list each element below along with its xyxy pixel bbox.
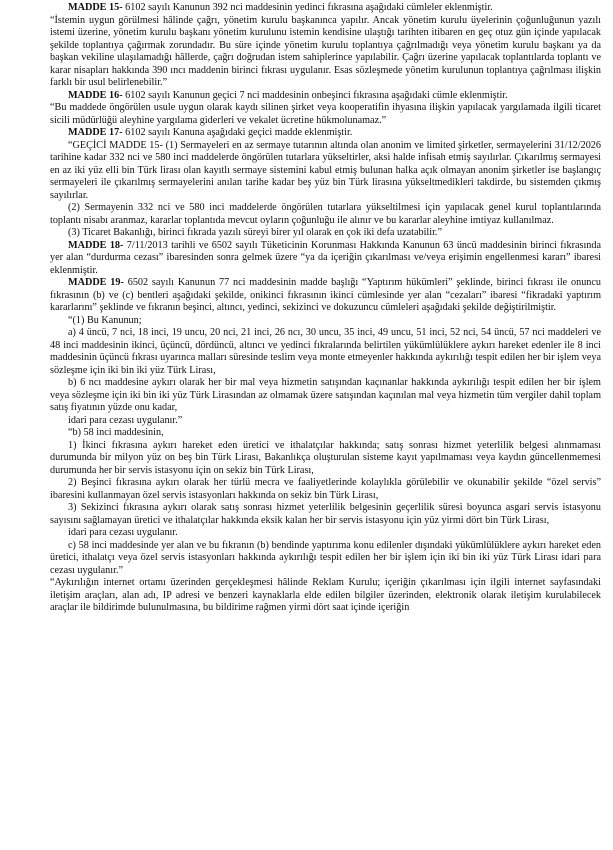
article-19-clause-c: c) 58 inci maddesinde yer alan ve bu fıkranın (b) bendinde yaptırıma konu edilenler dışındaki yükümlülüklere aykırı hareket eden üretici, ithalatçı veya özel servis istasyonları hakkında aykırılığı tespit edilen her bir işlem için iki bin iki yüz Türk Lirası idari para cezası uygulanır.” <box>50 539 601 576</box>
article-19-b58-closing: idari para cezası uygulanır. <box>68 527 178 538</box>
article-19-clause-b: b) 6 ncı maddesine aykırı olarak her bir mal veya hizmetin satışından kaçınanlar hakkında aykırılığı tespit edilen her bir işlem veya sözleşme için iki bin iki yüz Türk Lirasından az olmamak üzere satışından kaçınılan mal veya hizmetin tüm vergiler dahil toplam satış fiyatının yüzde onu kadar, <box>50 377 601 413</box>
article-17-heading: MADDE 17- 6102 sayılı Kanuna aşağıdaki geçici madde eklenmiştir. <box>68 127 353 138</box>
article-17-paragraph-2: (2) Sermayenin 332 nci ve 580 inci maddelerde öngörülen tutarlara yükseltilmesi için yapılacak genel kurul toplantılarında toplantı nisabı aranmaz, kararlar toplantıda mevcut oyların çoğunluğu ile alınır ve bu kararlar aleyhine imtiyaz kullanılmaz. <box>50 202 601 226</box>
article-19-b58-item-1: 1) İkinci fıkrasına aykırı hareket eden üretici ve ithalatçılar hakkında; satış sonrası hizmet yeterlilik belgesi alınmaması durumunda bir milyon yüz on beş bin Türk Lirası, Bakanlıkça oluşturulan sisteme kayıt yapılmaması veya kaydın güncellenmemesi durumunda her bir servis istasyonu için on sekiz bin Türk Lirası, <box>50 439 601 476</box>
article-17-paragraph-1: “GEÇİCİ MADDE 15- (1) Sermayeleri en az sermaye tutarının altında olan anonim ve limited şirketler, sermayelerini 31/12/2026 tarihine kadar 332 nci ve 580 inci maddelerde öngörülen tutarlara yükseltirler, aksi halde infisah etmiş sayılırlar. Çıkarılmış sermayesi en az iki yüz elli bin Türk lirası olan kayıtlı sermaye sistemini kabul etmiş bulunan halka açık olmayan anonim şirketler ise başlangıç sermayeleri ile çıkarılmış sermayelerini anılan tarihe kadar beş yüz bin Türk lirasına yükseltmedikleri takdirde, bu sistemden çıkmış sayılırlar. <box>50 139 601 201</box>
article-17-paragraph-3: (3) Ticaret Bakanlığı, birinci fıkrada yazılı süreyi birer yıl olarak en çok iki defa uzatabilir.” <box>68 227 442 238</box>
article-16-body: “Bu maddede öngörülen usule uygun olarak kaydı silinen şirket veya kooperatifin ihyasına ilişkin yapılacak yargılamada ilgili ticaret sicili müdürlüğü aleyhine yargılama giderleri ve vekalet ücretine hükmolunamaz.” <box>50 102 601 126</box>
article-19-b58-item-3: 3) Sekizinci fıkrasına aykırı olarak satış sonrası hizmet yeterlilik belgesinin geçerlilik süresi boyunca asgari servis istasyonu sayısını sağlamayan üretici ve ithalatçılar hakkında eksik kalan her bir servis istasyonu için yüz yirmi dört bin Türk Lirası, <box>50 502 601 526</box>
article-19-clause-b-closing: idari para cezası uygulanır.” <box>68 414 183 426</box>
article-19-clause-1: “(1) Bu Kanunun; <box>68 314 142 326</box>
article-16-heading: MADDE 16- 6102 sayılı Kanunun geçici 7 nci maddesinin onbeşinci fıkrasına aşağıdaki cümle eklenmiştir. <box>68 89 508 101</box>
article-15-body: “İstemin uygun görülmesi hâlinde çağrı, yönetim kurulu başkanınca yapılır. Ancak yönetim kurulu üyelerinin çoğunluğunun yazılı istemi üzerine, yönetim kurulu başkanı yönetim kurulunu istemin kendisine ulaştığı tarihten itibaren en geç otuz gün içinde yapılacak şekilde toplantıya çağırmak zorundadır. Bu süre içinde yönetim kurulu toplantıya çağrılmadığı veya yönetim kurulu başkanı ya da başkan vekiline ulaşılamadığı hâllerde, çağrı doğrudan istem sahiplerince yapılabilir. Çağrı üzerine yapılacak toplantılarda toplantı ve karar nisapları hakkında 390 ıncı maddenin birinci fıkrası uygulanır. Esas sözleşmede yönetim kurulunun toplantıya çağrılması ilişkin farklı bir usul belirlenebilir.” <box>50 14 601 88</box>
article-19-final-paragraph: “Aykırılığın internet ortamı üzerinden gerçekleşmesi hâlinde Reklam Kurulu; içeriğin çıkarılması için ilgili internet sayfasındaki iletişim araçları, alan adı, IP adresi ve benzeri kaynaklarla elde edilen bilgiler üzerinden, elektronik olarak iletişim kurulabilecek araçlar ile bildirimde bulunulmasına, bu bildirime rağmen yirmi dört saat içinde içeriğin <box>50 577 601 613</box>
article-15-heading: MADDE 15- 6102 sayılı Kanunun 392 nci maddesinin yedinci fıkrasına aşağıdaki cümleler eklenmiştir. <box>68 2 493 13</box>
article-18: MADDE 18- 7/11/2013 tarihli ve 6502 sayılı Tüketicinin Korunması Hakkında Kanunun 63 üncü maddesinin birinci fıkrasında yer alan “durdurma cezası” ibaresinden sonra gelmek üzere “ya da içeriğin çıkarılması ve/veya erişimin engellenmesi kararı” ibaresi eklenmiştir. <box>50 239 602 276</box>
article-19-heading: MADDE 19- 6502 sayılı Kanunun 77 nci maddesinin madde başlığı “Yaptırım hükümleri” şeklinde, birinci fıkrası ile onuncu fıkrasının (b) ve (c) bentleri aşağıdaki şekilde, onikinci fıkrasının ikinci cümlesinde yer alan “cezaları” ibaresi “fikradaki yaptırım kararlarını” şeklinde ve fıkranın beşinci, altıncı, yedinci, sekizinci ve dokuzuncu cümleleri aşağıdaki şekilde değiştirilmiştir. <box>50 277 601 313</box>
article-19-clause-a: a) 4 üncü, 7 nci, 18 inci, 19 uncu, 20 nci, 21 inci, 26 ncı, 30 uncu, 35 inci, 49 uncu, 51 inci, 52 nci, 54 üncü, 57 nci maddeleri ve 48 inci maddesinin ikinci, üçüncü, dördüncü, altıncı ve yedinci fıkralarında belirtilen yükümlülüklere aykırı hareket edenler ile 8 inci maddesinin üçüncü fıkrası uyarınca malları süresinde teslim veya monte etmeyenler hakkında aykırılığı tespit edilen her bir işlem veya sözleşme için iki bin iki yüz Türk Lirası, <box>50 327 601 376</box>
article-19-b58-item-2: 2) Beşinci fıkrasına aykırı olarak her türlü mecra ve faaliyetlerinde kolaylıkla görülebilir ve okunabilir şekilde “özel servis” ibaresini kullanmayan özel servis istasyonları hakkında on sekiz bin Türk Lirası, <box>50 477 601 501</box>
article-19-subclause-b58: “b) 58 inci maddesinin, <box>68 427 164 438</box>
